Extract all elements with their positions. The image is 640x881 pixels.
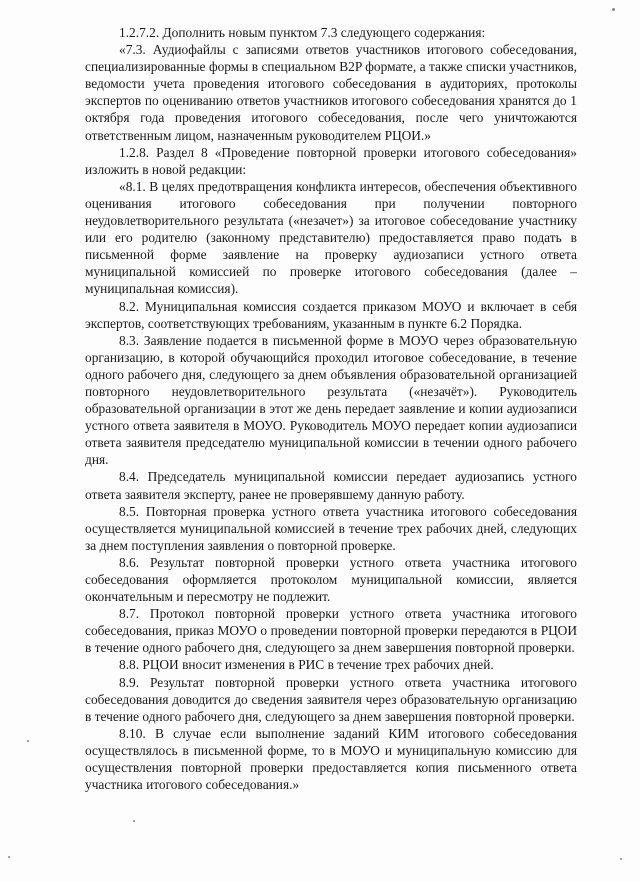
paragraph-8-1: «8.1. В целях предотвращения конфликта интересов, обеспечения объективного оценивания итогового собеседования при получении повторного неудовлетворительного результата («незачет») за итоговое собеседование участнику или его родителю (законному представителю) предоставляется право подать в письменной форме заявление на проверку аудиозаписи устного ответа муниципальной комиссией по проверке итогового собеседования (далее – муниципальная комиссия). (85, 178, 577, 297)
scan-speck (8, 856, 10, 858)
paragraph-1-2-8: 1.2.8. Раздел 8 «Проведение повторной проверки итогового собеседования» изложить в новой редакции: (85, 144, 577, 177)
paragraph-8-3: 8.3. Заявление подается в письменной форме в МОУО через образовательную организацию, в которой обучающийся проходил итоговое собеседование, в течение одного рабочего дня, следующего за днем объявления образовательной организацией повторного неудовлетворительного результата («незачёт»). Руководитель образовательной организации в этот же день передает заявление и копии аудиозаписи устного ответа заявителя в МОУО. Руководитель МОУО передает копии аудиозаписи ответа заявителя председателю муниципальной комиссии в течении одного рабочего дня. (85, 332, 577, 468)
document-body (85, 24, 577, 793)
scan-speck (620, 858, 622, 860)
scan-speck (133, 820, 135, 822)
paragraph-8-4: 8.4. Председатель муниципальной комиссии передает аудиозапись устного ответа заявителя эксперту, ранее не проверявшему данную работу. (85, 469, 577, 502)
paragraph-8-5: 8.5. Повторная проверка устного ответа участника итогового собеседования осуществляется муниципальной комиссией в течение трех рабочих дней, следующих за днем поступления заявления о повторной проверке. (85, 503, 577, 553)
scan-speck (612, 8, 615, 11)
paragraph-8-7: 8.7. Протокол повторной проверки устного ответа участника итогового собеседования, приказ МОУО о проведении повторной проверки передаются в РЦОИ в течение одного рабочего дня, следующего за днем завершения повторной проверки. (85, 606, 577, 656)
paragraph-8-10: 8.10. В случае если выполнение заданий КИМ итогового собеседования осуществлялось в письменной форме, то в МОУО и муниципальную комиссию для осуществления повторной проверки предоставляется копия письменного ответа участника итогового собеседования.» (85, 725, 577, 793)
scan-speck (27, 740, 29, 742)
paragraph-8-9: 8.9. Результат повторной проверки устного ответа участника итогового собеседования доводится до сведения заявителя через образовательную организацию в течение одного рабочего дня, следующего за днем завершения повторной проверки. (85, 674, 577, 724)
paragraph-1-2-7-2: 1.2.7.2. Дополнить новым пунктом 7.3 следующего содержания: (119, 25, 486, 40)
paragraph-8-8: 8.8. РЦОИ вносит изменения в РИС в течение трех рабочих дней. (119, 657, 494, 673)
paragraph-7-3: «7.3. Аудиофайлы с записями ответов участников итогового собеседования, специализированные формы в специальном B2P формате, а также списки участников, ведомости учета проведения итогового собеседования в аудиториях, протоколы экспертов по оцениванию ответов участников итогового собеседования хранятся до 1 октября года проведения итогового собеседования, после чего уничтожаются ответственным лицом, назначенным руководителем РЦОИ.» (85, 42, 577, 143)
paragraph-8-6: 8.6. Результат повторной проверки устного ответа участника итогового собеседования оформляется протоколом муниципальной комиссии, является окончательным и пересмотру не подлежит. (85, 554, 577, 605)
paragraph-8-2: 8.2. Муниципальная комиссия создается приказом МОУО и включает в себя экспертов, соответствующих требованиям, указанным в пункте 6.2 Порядка. (85, 298, 577, 331)
